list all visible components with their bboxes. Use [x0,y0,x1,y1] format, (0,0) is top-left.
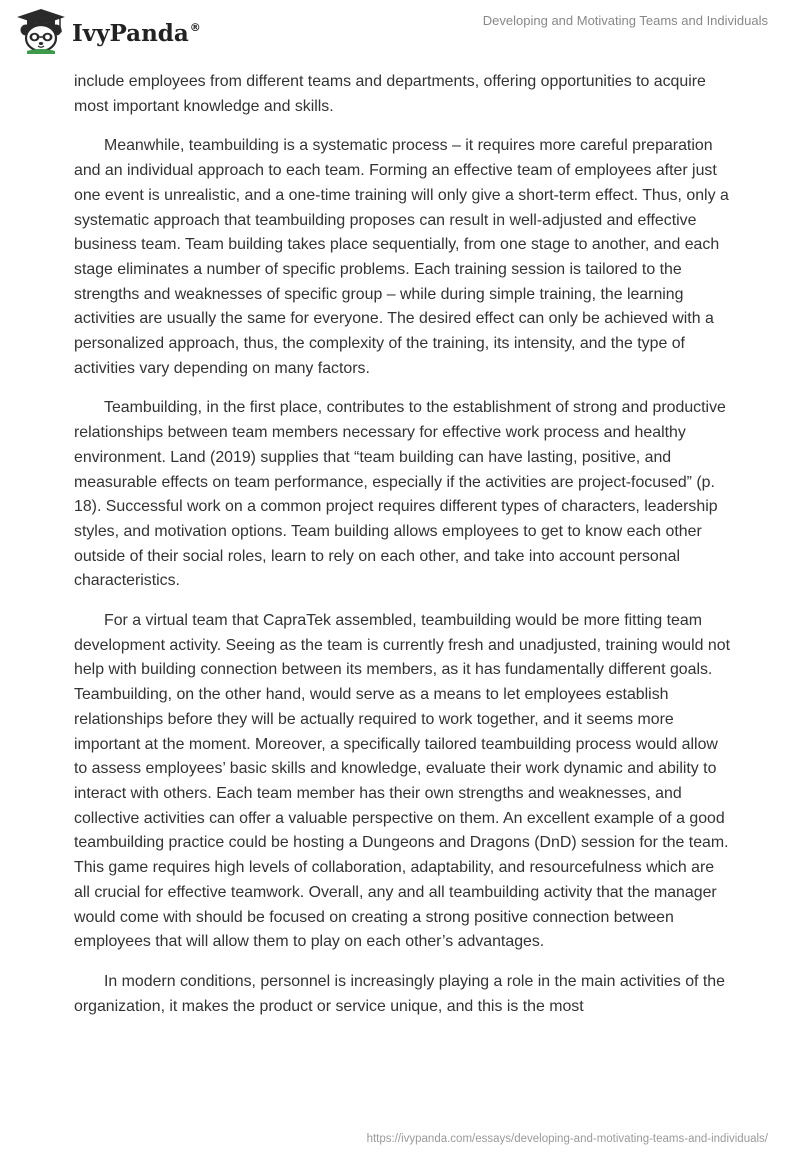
paragraph-continuation: include employees from different teams and departments, offering opportunities to acquire most important knowledge and skills. [74,73,706,115]
paragraph-teambuilding-systematic: Meanwhile, teambuilding is a systematic process – it requires more careful preparation and an individual approach to each team. Forming an effective team of employees after just one event is unrealistic, and a one-time training will only give a short-term effect. Thus, only a systematic approach that teambuilding proposes can result in well-adjusted and effective business team. Team building takes place sequentially, from one stage to another, and each stage eliminates a number of specific problems. Each training session is tailored to the strengths and weaknesses of specific group – while during simple training, the learning activities are usually the same for everyone. The desired effect can only be achieved with a personalized approach, thus, the complexity of the training, its intensity, and the type of activities vary depending on many factors. [74,137,729,377]
brand-logo[interactable] [14,8,201,54]
document-title: Developing and Motivating Teams and Individuals [482,13,768,28]
paragraph-teambuilding-relationships: Teambuilding, in the first place, contributes to the establishment of strong and productive relationships between team members necessary for effective work process and healthy environment. Land (2019) supplies that “team building can have lasting, positive, and measurable effects on team performance, especially if the activities are project-focused” (p. 18). Successful work on a common project requires different types of characters, leadership styles, and motivation options. Team building allows employees to get to know each other outside of their social roles, learn to rely on each other, and take into account personal characteristics. [74,399,726,590]
paragraph-modern-conditions: In modern conditions, personnel is increasingly playing a role in the main activities of the organization, it makes the product or service unique, and this is the most [74,972,725,1015]
brand-name: IvyPanda® [72,19,201,47]
panda-graduate-icon [14,8,68,54]
paragraph-capratek-virtual-team: For a virtual team that CapraTek assembled, teambuilding would be more fitting team development activity. Seeing as the team is currently fresh and unadjusted, training would not help with building connection between its members, as it has fundamentally different goals. Teambuilding, on the other hand, would serve as a means to let employees establish relationships before they will be actually required to work together, and it seems more important at the moment. Moreover, a specifically tailored teambuilding process would allow to assess employees’ basic skills and knowledge, evaluate their work dynamic and ability to interact with others. Each team member has their own strengths and weaknesses, and collective activities can offer a valuable perspective on them. An excellent example of a good teambuilding practice could be hosting a Dungeons and Dragons (DnD) session for the team. This game requires high levels of collaboration, adaptability, and resourcefulness which are all crucial for effective teamwork. Overall, any and all teambuilding activity that the manager would come with should be focused on creating a strong positive connection between employees that will allow them to play on each other’s advantages. [74,612,731,951]
page-header [0,0,800,70]
essay-body [74,70,730,1019]
registered-mark: ® [189,20,201,34]
source-url[interactable]: https://ivypanda.com/essays/developing-and-motivating-teams-and-individuals/ [366,1133,768,1145]
